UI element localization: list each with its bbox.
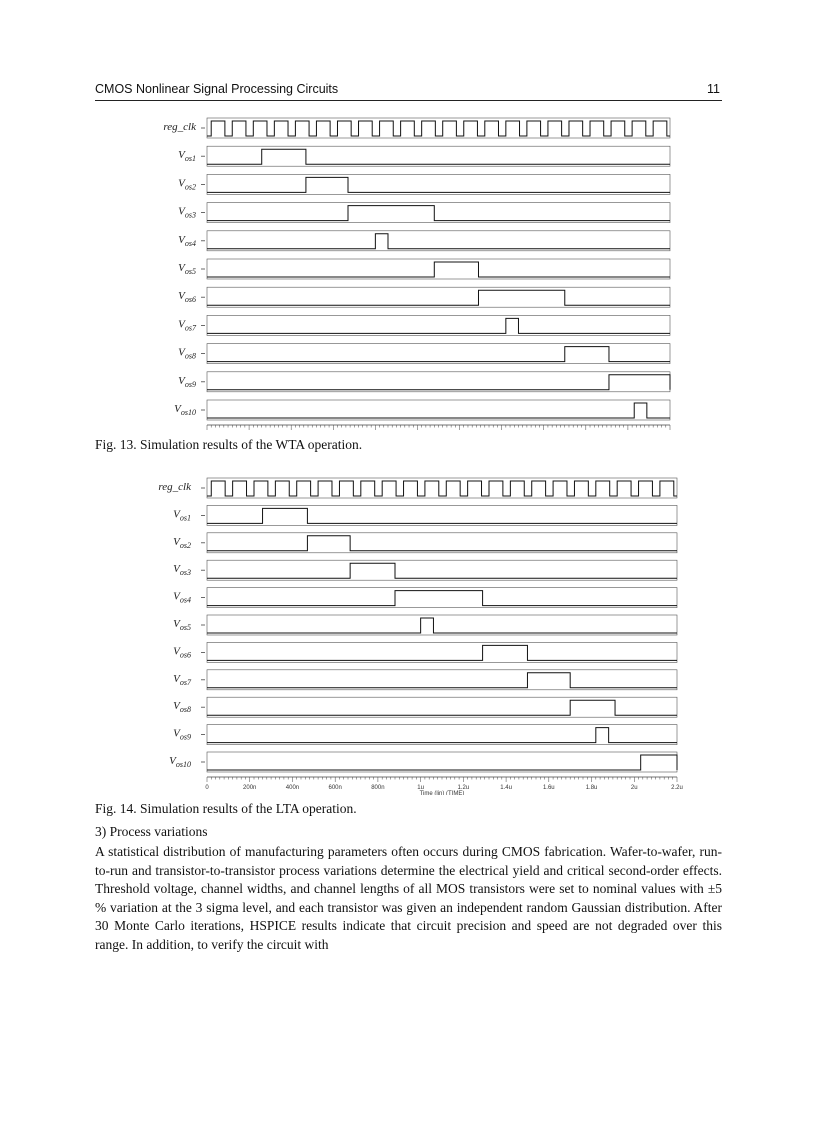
time-tick-label: 400n bbox=[285, 785, 300, 791]
signal-label: $V_{os10}$ bbox=[169, 755, 191, 769]
signal-label: $V_{os3}$ bbox=[173, 563, 191, 578]
signal-label: $V_{os9}$ bbox=[178, 374, 196, 389]
waveform-trace bbox=[207, 347, 670, 362]
time-tick-label: 0 bbox=[205, 785, 209, 791]
time-tick-label: 1.6u bbox=[542, 785, 555, 791]
time-tick-label: 2u bbox=[630, 785, 638, 791]
signal-label: $V_{os4}$ bbox=[178, 233, 196, 248]
wta-waveform-figure bbox=[0, 112, 816, 432]
waveform-frame bbox=[207, 400, 670, 420]
signal-label: $V_{os5}$ bbox=[178, 262, 196, 276]
signal-label: reg_clk bbox=[163, 121, 196, 133]
time-tick-label: 1.4u bbox=[500, 785, 512, 791]
time-tick-label: 1.2u bbox=[457, 785, 470, 791]
signal-label: $V_{os8}$ bbox=[173, 700, 191, 715]
waveform-frame bbox=[207, 560, 677, 580]
time-tick-label: 600n bbox=[328, 785, 342, 791]
time-tick-label: 1.8u bbox=[585, 785, 598, 791]
time-tick-label: 2.2u bbox=[671, 785, 683, 791]
signal-label: $V_{os5}$ bbox=[173, 618, 191, 632]
waveform-frame bbox=[207, 203, 670, 223]
waveform-trace bbox=[207, 149, 670, 164]
page-number: 11 bbox=[707, 82, 720, 96]
waveform-trace bbox=[207, 508, 677, 523]
signal-label: $V_{os10}$ bbox=[174, 403, 196, 417]
waveform-trace bbox=[207, 234, 670, 249]
lta-waveform-figure bbox=[0, 470, 816, 795]
running-header bbox=[95, 82, 722, 101]
waveform-trace bbox=[207, 206, 670, 221]
signal-label: $V_{os1}$ bbox=[173, 508, 191, 523]
time-tick-label: 800n bbox=[371, 785, 385, 791]
waveform-trace bbox=[207, 481, 677, 496]
figure-13-caption: Fig. 13. Simulation results of the WTA operation. bbox=[95, 437, 363, 452]
waveform-trace bbox=[207, 673, 677, 688]
signal-label: $V_{os9}$ bbox=[173, 727, 191, 742]
waveform-trace bbox=[207, 177, 670, 192]
signal-label: $V_{os2}$ bbox=[178, 177, 196, 192]
waveform-trace bbox=[207, 645, 677, 660]
waveform-frame bbox=[207, 615, 677, 635]
waveform-frame bbox=[207, 287, 670, 307]
signal-label: $V_{os6}$ bbox=[178, 290, 196, 305]
header-title: CMOS Nonlinear Signal Processing Circuits bbox=[95, 82, 339, 96]
signal-label: $V_{os4}$ bbox=[173, 590, 191, 605]
figure-14-caption: Fig. 14. Simulation results of the LTA operation. bbox=[95, 801, 357, 816]
signal-label: $V_{os3}$ bbox=[178, 205, 196, 220]
signal-label: $V_{os7}$ bbox=[178, 318, 196, 333]
waveform-trace bbox=[207, 563, 677, 578]
waveform-frame bbox=[207, 670, 677, 690]
waveform-frame bbox=[207, 533, 677, 553]
time-tick-label: 200n bbox=[243, 785, 257, 791]
body-paragraph: A statistical distribution of manufacturing parameters often occurs during CMOS fabrication. Wafer-to-wafer, run-to-run and transistor-to-transistor process variations determine the electrical yield and critical second-order effects. Threshold voltage, channel widths, and channel lengths of all MOS transistors were set to nominal values with ±5 % variation at the 3 sigma level, and each transistor was given an independent random Gaussian distribution. After 30 Monte Carlo iterations, HSPICE results indicate that circuit precision and speed are not degraded over this range. In addition, to verify the circuit with bbox=[95, 844, 722, 952]
waveform-frame bbox=[207, 752, 677, 772]
waveform-trace bbox=[207, 618, 677, 633]
waveform-frame bbox=[207, 642, 677, 662]
signal-label: $V_{os1}$ bbox=[178, 149, 196, 164]
section-heading: 3) Process variations bbox=[95, 824, 208, 839]
waveform-trace bbox=[207, 728, 677, 743]
waveform-trace bbox=[207, 700, 677, 715]
time-tick-label: 1u bbox=[417, 785, 424, 791]
waveform-frame bbox=[207, 231, 670, 251]
waveform-trace bbox=[207, 375, 670, 390]
waveform-trace bbox=[207, 290, 670, 305]
waveform-trace bbox=[207, 403, 670, 418]
signal-label: $V_{os2}$ bbox=[173, 535, 191, 550]
waveform-trace bbox=[207, 755, 677, 770]
waveform-frame bbox=[207, 372, 670, 392]
waveform-trace bbox=[207, 536, 677, 551]
waveform-trace bbox=[207, 121, 670, 136]
waveform-trace bbox=[207, 318, 670, 333]
signal-label: $V_{os6}$ bbox=[173, 645, 191, 660]
waveform-frame bbox=[207, 174, 670, 194]
waveform-frame bbox=[207, 315, 670, 335]
waveform-trace bbox=[207, 262, 670, 277]
signal-label: $V_{os8}$ bbox=[178, 346, 196, 361]
waveform-trace bbox=[207, 591, 677, 606]
time-axis-label: Time (lin) (TIME) bbox=[419, 791, 465, 795]
signal-label: $V_{os7}$ bbox=[173, 672, 191, 687]
signal-label: reg_clk bbox=[158, 481, 191, 493]
